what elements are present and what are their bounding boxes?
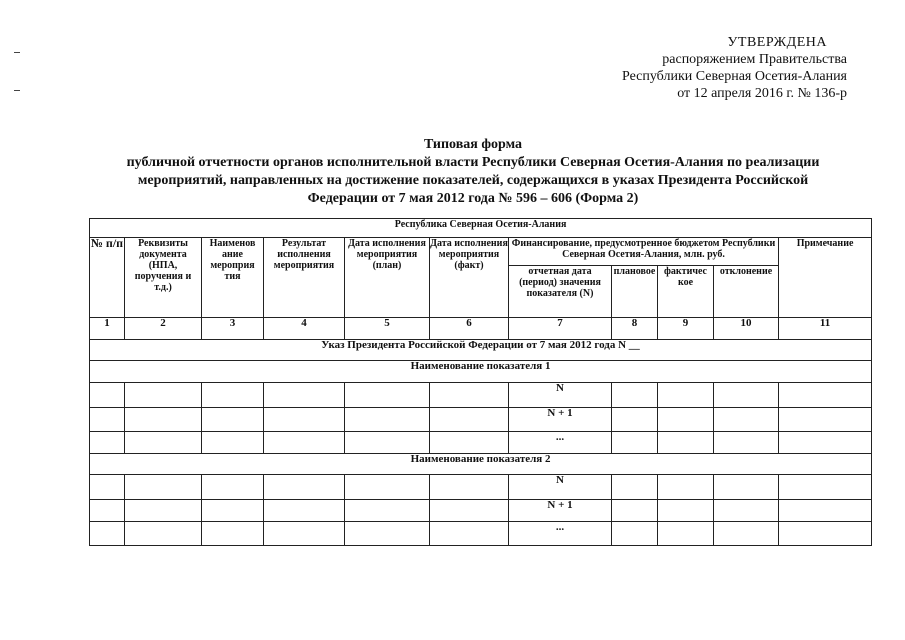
indicator-row: Наименование показателя 1: [90, 361, 872, 383]
indicator-row: Наименование показателя 2: [90, 454, 872, 475]
header-date-plan: Дата исполнения мероприятия (план): [345, 238, 430, 318]
header-note: Примечание: [779, 238, 872, 318]
report-table: [89, 218, 872, 546]
margin-mark: [14, 90, 20, 91]
table-row: [90, 432, 872, 454]
header-result: Результат исполнения мероприятия: [264, 238, 345, 318]
header-financing: Финансирование, предусмотренное бюджетом Республики Северная Осетия-Алания, млн. руб.: [509, 238, 779, 266]
col-number: 7: [509, 318, 612, 340]
approval-block: [587, 34, 847, 102]
period-label: ...: [509, 522, 612, 546]
col-number: 6: [430, 318, 509, 340]
header-name: Наименов ание мероприя тия: [202, 238, 264, 318]
table-row: [90, 383, 872, 408]
period-label: N: [509, 475, 612, 500]
table-row: [90, 500, 872, 522]
approval-line: распоряжением Правительства: [662, 52, 847, 67]
header-report-date: отчетная дата (период) значения показателя (N): [509, 266, 612, 318]
form-title-line: Типовая форма: [423, 137, 523, 152]
header-actual: фактичес кое: [658, 266, 714, 318]
col-number: 10: [714, 318, 779, 340]
col-number: 4: [264, 318, 345, 340]
header-num: № п/п: [90, 238, 125, 318]
col-number: 1: [90, 318, 125, 340]
table-row: [90, 408, 872, 432]
col-number: 3: [202, 318, 264, 340]
col-number: 2: [125, 318, 202, 340]
form-title-line: мероприятий, направленных на достижение показателей, содержащихся в указах Президента Российской: [137, 173, 809, 188]
col-number: 5: [345, 318, 430, 340]
form-title: [88, 136, 858, 208]
table-row: [90, 475, 872, 500]
col-number: 11: [779, 318, 872, 340]
header-planned: плановое: [612, 266, 658, 318]
period-label: N + 1: [509, 408, 612, 432]
form-title-line: публичной отчетности органов исполнительной власти Республики Северная Осетия-Алания по реализации: [126, 155, 820, 170]
header-date-fact: Дата исполнения мероприятия (факт): [430, 238, 509, 318]
period-label: ...: [509, 432, 612, 454]
col-number: 8: [612, 318, 658, 340]
republic-header: Республика Северная Осетия-Алания: [90, 219, 872, 238]
approval-title: УТВЕРЖДЕНА: [727, 35, 827, 50]
form-title-line: Федерации от 7 мая 2012 года № 596 – 606 (Форма 2): [307, 191, 639, 206]
header-requisites: Реквизиты документа (НПА, поручения и т.д.): [125, 238, 202, 318]
period-label: N + 1: [509, 500, 612, 522]
table-row: [90, 522, 872, 546]
col-number: 9: [658, 318, 714, 340]
margin-mark: [14, 52, 20, 53]
period-label: N: [509, 383, 612, 408]
approval-line: от 12 апреля 2016 г. № 136-р: [677, 86, 847, 101]
header-deviation: отклонение: [714, 266, 779, 318]
approval-line: Республики Северная Осетия-Алания: [622, 69, 847, 84]
decree-row: Указ Президента Российской Федерации от 7 мая 2012 года N __: [90, 340, 872, 361]
